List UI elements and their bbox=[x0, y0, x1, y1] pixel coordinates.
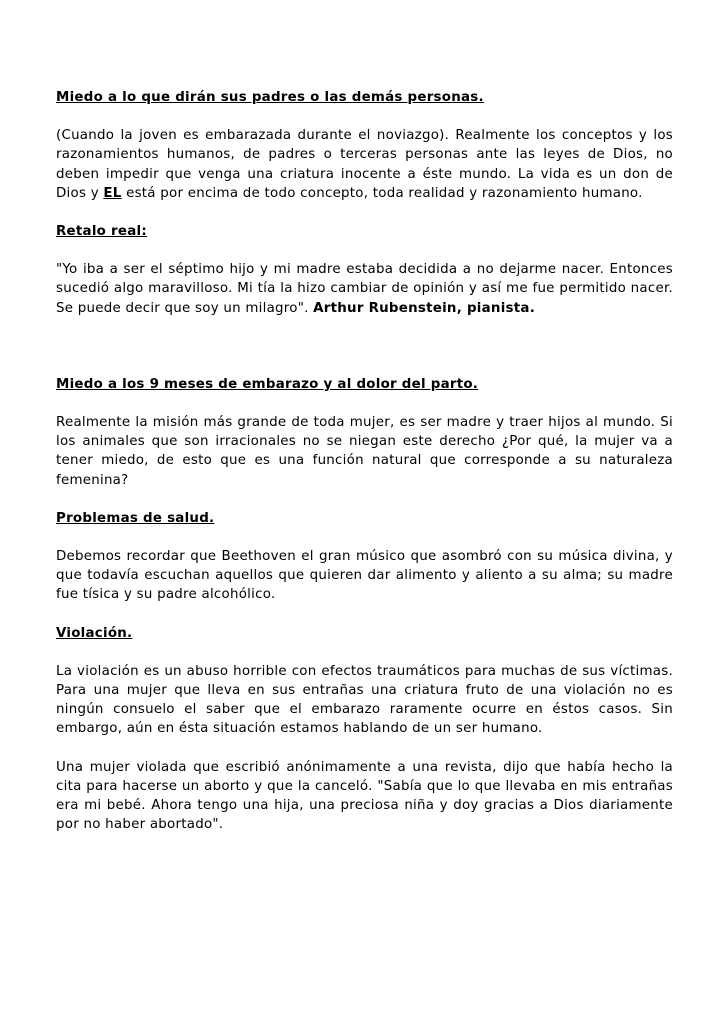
spacer bbox=[56, 605, 673, 624]
spacer bbox=[56, 528, 673, 547]
document-page bbox=[56, 88, 673, 834]
section-heading-fear-parents: Miedo a lo que dirán sus padres o las demás personas. bbox=[56, 90, 484, 105]
spacer bbox=[56, 643, 673, 662]
section-heading-violation: Violación. bbox=[56, 625, 133, 641]
paragraph-real-story bbox=[56, 260, 673, 318]
section-heading-fear-pregnancy: Miedo a los 9 meses de embarazo y al dolor del parto. bbox=[56, 376, 479, 392]
quote-author: Arthur Rubenstein, pianista. bbox=[313, 300, 536, 316]
paragraph-health: Debemos recordar que Beethoven el gran músico que asombró con su música divina, y que todavía escuchan aquellos que quieren dar alimento y aliento a su alma; su madre fue tísica y su padre alcohólico. bbox=[56, 549, 673, 603]
paragraph-text: está por encima de todo concepto, toda realidad y razonamiento humano. bbox=[121, 185, 643, 201]
spacer bbox=[56, 107, 673, 126]
spacer bbox=[56, 490, 673, 509]
section-heading-real-story: Retalo real: bbox=[56, 224, 147, 240]
section-heading-health: Problemas de salud. bbox=[56, 510, 215, 526]
paragraph-text: (Cuando la joven es embarazada durante el noviazgo). Realmente los conceptos y los razonamientos humanos, de padres o terceras personas ante las leyes de Dios, no deben impedir que venga una criatura inocente a éste mundo. La vida es un don de Dios y bbox=[56, 128, 673, 201]
spacer bbox=[56, 241, 673, 260]
quote-text: "Yo iba a ser el séptimo hijo y mi madre estaba decidida a no dejarme nacer. Entonces sucedió algo maravilloso. Mi tía la hizo cambiar de opinión y así me fue permitido nacer. Se puede decir que soy un milagro". bbox=[56, 262, 673, 316]
spacer bbox=[56, 394, 673, 413]
paragraph-violation-2: Una mujer violada que escribió anónimamente a una revista, dijo que había hecho la cita para hacerse un aborto y que la canceló. "Sabía que lo que llevaba en mis entrañas era mi bebé. Ahora tengo una hija, una preciosa niña y doy gracias a Dios diariamente por no haber abortado". bbox=[56, 759, 673, 833]
emphasis-el: EL bbox=[103, 185, 122, 201]
paragraph-fear-parents bbox=[56, 126, 673, 203]
spacer bbox=[56, 318, 673, 375]
paragraph-violation-1: La violación es un abuso horrible con efectos traumáticos para muchas de sus víctimas. Para una mujer que lleva en sus entrañas una criatura fruto de una violación no es ningún consuelo el saber que el embarazo raramente ocurre en éstos casos. Sin embargo, aún en ésta situación estamos hablando de un ser humano. bbox=[56, 663, 673, 737]
spacer bbox=[56, 739, 673, 758]
paragraph-fear-pregnancy: Realmente la misión más grande de toda mujer, es ser madre y traer hijos al mundo. Si los animales que son irracionales no se niegan este derecho ¿Por qué, la mujer va a tener miedo, de esto que es una función natural que corresponde a su naturaleza femenina? bbox=[56, 415, 673, 488]
spacer bbox=[56, 203, 673, 222]
